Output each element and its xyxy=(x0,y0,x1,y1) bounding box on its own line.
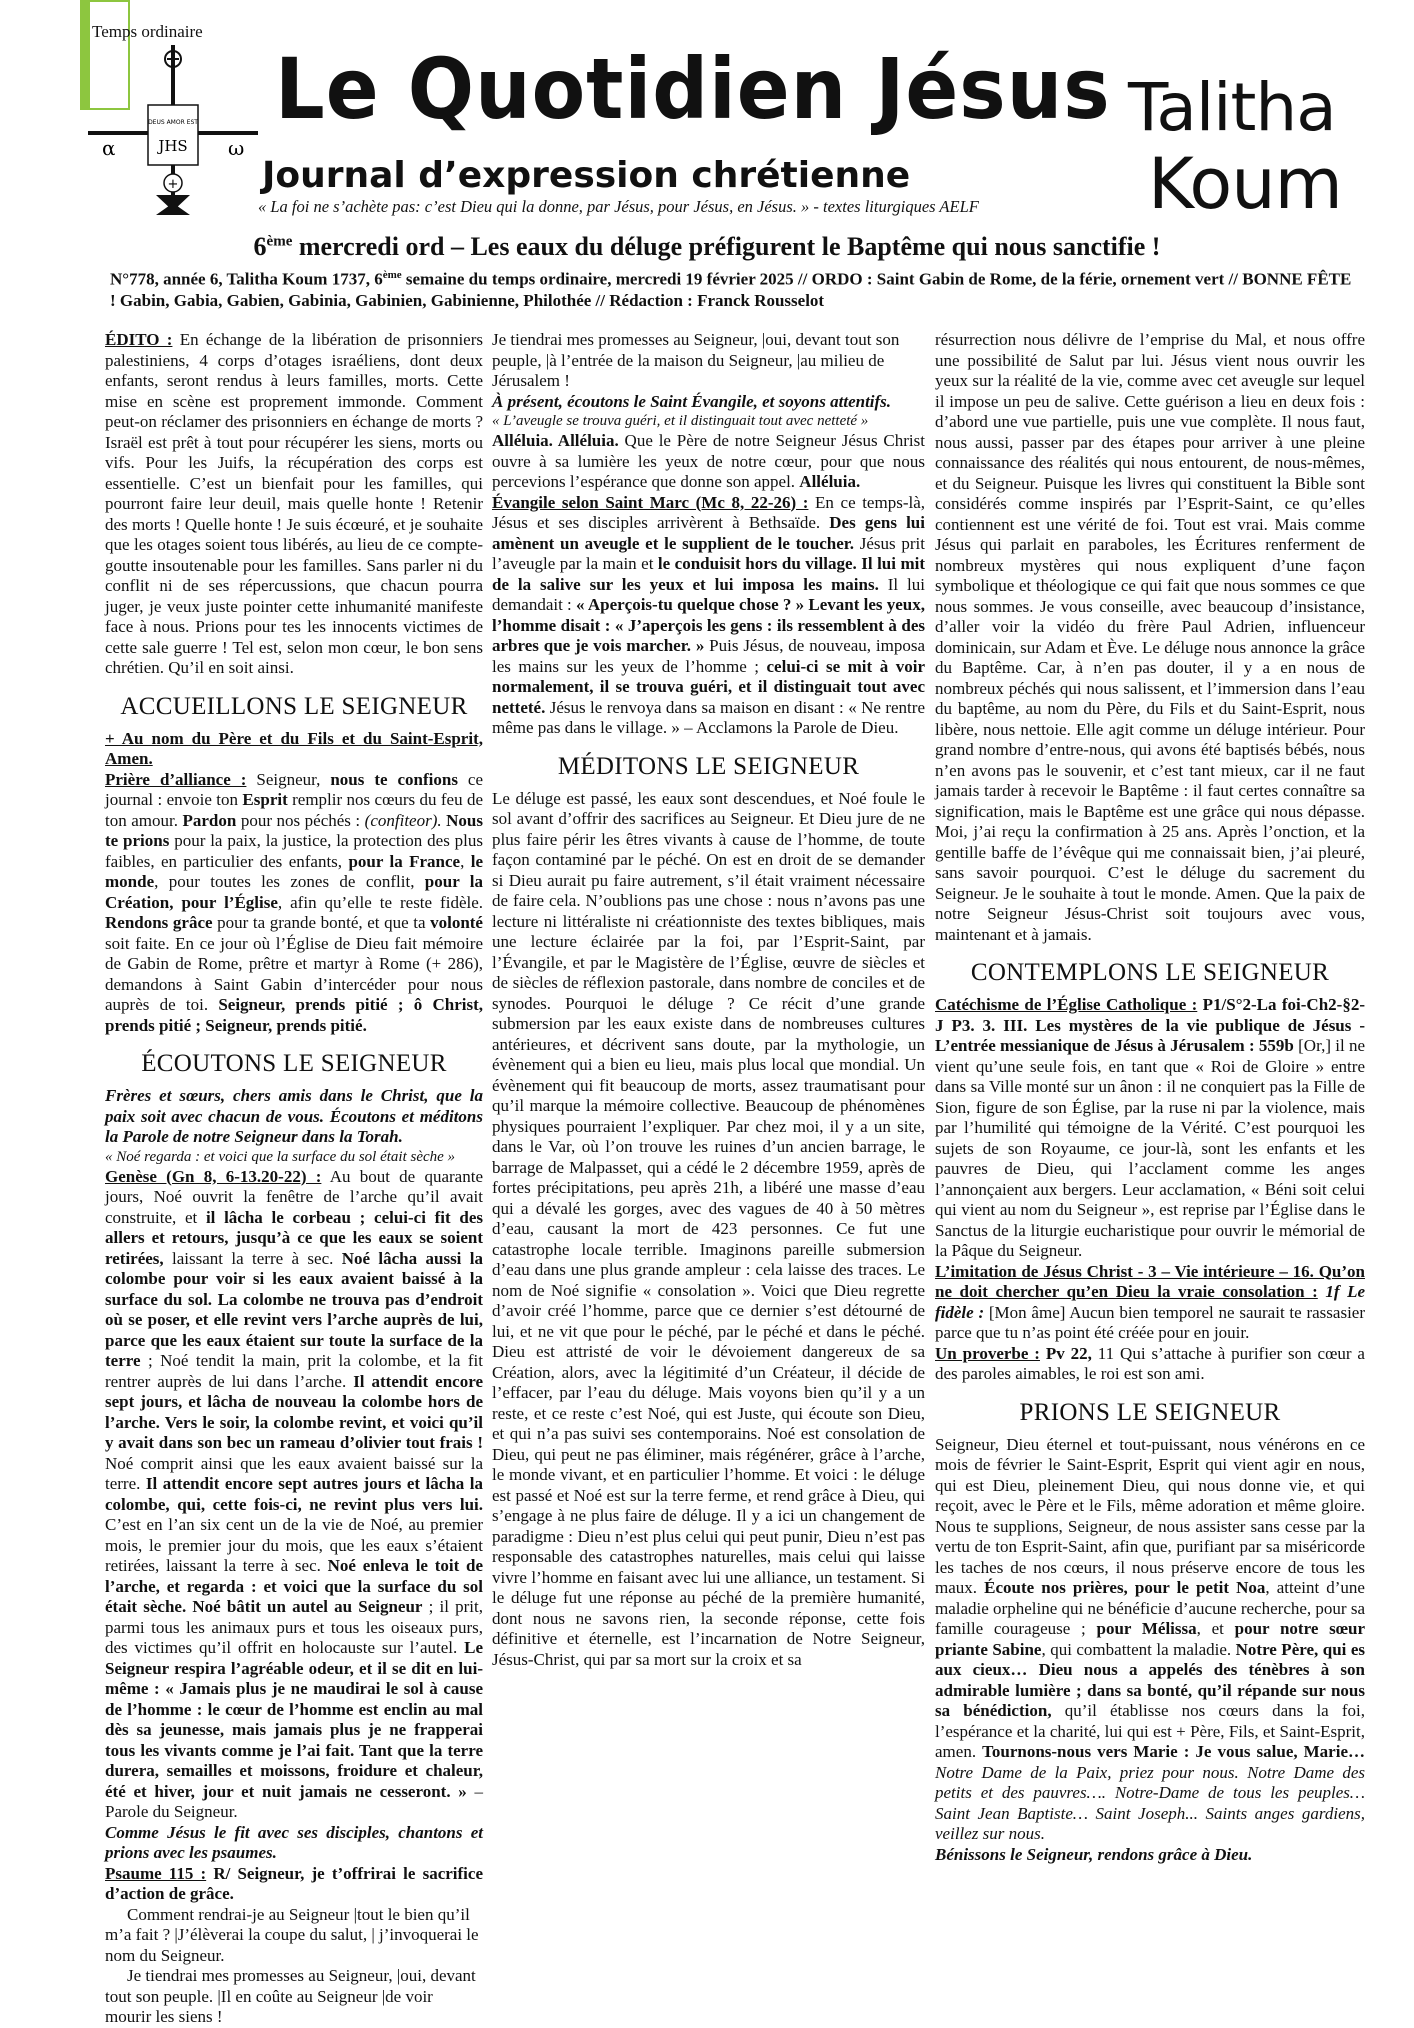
column-1 xyxy=(105,330,484,2026)
section-title-ecoutons: ÉCOUTONS LE SEIGNEUR xyxy=(141,1050,447,1077)
column-2 xyxy=(492,330,925,1990)
ecoutons-intro: Frères et sœurs, chers amis dans le Christ, que la paix soit avec chacun de vous. Écoutons et méditons la Parole de notre Seigneur dans la Torah. xyxy=(105,1086,483,1146)
section-title-contemplons: CONTEMPLONS LE SEIGNEUR xyxy=(970,959,1330,986)
emblem-monogram: JHS xyxy=(158,137,188,155)
evangile-intro: À présent, écoutons le Saint Évangile, et soyons attentifs. xyxy=(492,391,892,411)
logo-line-1: Talitha xyxy=(1128,69,1336,146)
section-title-accueillons: ACCUEILLONS LE SEIGNEUR xyxy=(120,692,468,720)
psaume-refrain: Psaume 115 : R/ Seigneur, je t’offrirai le sacrifice d’action de grâce. xyxy=(105,1863,483,1903)
imitation: L’imitation de Jésus Christ - 3 – Vie intérieure – 16. Qu’on ne doit chercher qu’en Dieu la vraie consolation : 1f Le fidèle : [Mon âme] Aucun bien temporel ne saurait te rassasier parce que tu n’as point été créée pour en jouir. xyxy=(935,1261,1366,1342)
edito: ÉDITO : En échange de la libération de prisonniers palestiniens, 4 corps d’otages israéliens, dont deux enfants, seront rendus à leurs familles, morts. Cette mise en scène est proprement immonde. Comment peut-on réclamer des prisonniers en échange de morts ? Israël est prêt à tout pour récupérer les siens, morts ou vifs. Pour les Juifs, la récupération des corps est essentielle. C’est un bienfait pour les familles, qui pourront faire leur deuil, mais quelle honte ! Retenir des morts ! Quelle honte ! Je suis écœuré, et je souhaite que les otages soient tous libérés, au lieu de ce compte-goutte insoutenable pour les familles. Sans parler ni du conflit ni de ses répercussions, que chacun pourra juger, je veux juste pointer cette inhumanité manifeste face à nous. Prions pour tes les innocents victimes de cette sale guerre ! Tel est, selon mon cœur, le bon sens chrétien. Qu’il en soit ainsi. xyxy=(105,330,483,677)
cross-emblem-icon xyxy=(78,45,268,215)
prayer-text: Seigneur, Dieu éternel et tout-puissant, nous vénérons en ce mois de février le Saint-Esprit, Esprit qui vient agir en nous, qui est Dieu, pleinement Dieu, qui nous donne vie, et qui reçoit, avec le Père et le Fils, même adoration et même gloire. Nous te supplions, Seigneur, de nous assister sans cesse par la vertu de ton Esprit-Saint, afin que, purifiant par sa miséricorde les taches de nos cœurs, il nous préserve encore de tous les maux. Écoute nos prières, pour le petit Noa, atteint d’une maladie orpheline qui ne bénéficie d’aucune recherche, pour sa famille courageuse ; pour Mélissa, et pour notre sœur priante Sabine, qui combattent la maladie. Notre Père, qui es aux cieux… Dieu nous a appelés des ténèbres à son admirable lumière ; dans sa bonté, qu’il répande sur nous sa bénédiction, qu’il établisse nos cœurs dans la foi, l’espérance et la charité, lui qui est + Père, Fils, et Saint-Esprit, amen. Tournons-nous vers Marie : Je vous salue, Marie… Notre Dame de la Paix, priez pour nous. Notre Dame des petits et des pauvres…. Notre-Dame de tous les peuples… Saint Jean Baptiste… Saint Joseph... Saints anges gardiens, veillez sur nous. xyxy=(935,1434,1365,1843)
sign-of-cross: + Au nom du Père et du Fils et du Saint-Esprit, Amen. xyxy=(105,728,483,768)
psaume-verse-1: Comment rendrai-je au Seigneur |tout le bien qu’il m’a fait ? |J’élèverai la coupe du salut, | j’invoquerai le nom du Seigneur. xyxy=(105,1904,479,1965)
masthead-quote: « La foi ne s’achète pas: c’est Dieu qui la donne, par Jésus, pour Jésus, en Jésus. » - textes liturgiques AELF xyxy=(258,197,979,216)
emblem-plus: + xyxy=(167,177,179,192)
evangile-quote: « L’aveugle se trouva guéri, et il distinguait tout avec netteté » xyxy=(492,413,869,429)
masthead-subtitle: Journal d’expression chrétienne xyxy=(262,155,911,196)
season-label: Temps ordinaire xyxy=(92,22,203,41)
logo-line-2: Koum xyxy=(1148,143,1342,225)
masthead-title: Le Quotidien Jésus xyxy=(275,41,1111,139)
closing-blessing: Bénissons le Seigneur, rendons grâce à Dieu. xyxy=(935,1844,1253,1864)
emblem-omega: ω xyxy=(228,136,245,160)
emblem-alpha: α xyxy=(102,136,116,160)
issue-meta: N°778, année 6, Talitha Koum 1737, 6ème semaine du temps ordinaire, mercredi 19 février 2025 // ORDO : Saint Gabin de Rome, de la férie, ornement vert // BONNE FÊTE ! Gabin, Gabia, Gabien, Gabinia, Gabinien, Gabinienne, Philothée // Rédaction : Franck Rousselot xyxy=(110,269,1352,310)
headline: 6ème mercredi ord – Les eaux du déluge préfigurent le Baptême qui nous sanctifie ! xyxy=(253,232,1161,261)
psaume-verse-2: Je tiendrai mes promesses au Seigneur, |oui, devant tout son peuple. |Il en coûte au Seigneur |de voir mourir les siens ! xyxy=(105,1966,476,2026)
talitha-koum-logo xyxy=(1120,62,1370,225)
meditation-continued: résurrection nous délivre de l’emprise du Mal, et nous offre une possibilité de Salut par lui. Jésus vient nous ouvrir les yeux sur la réalité de la vie, comme avec cet aveugle sur lequel il impose un peu de salive. Cette guérison a lieu en deux fois : d’abord une vue partielle, puis une vue complète. Il nous faut, nous aussi, passer par des étapes pour arriver à une pleine connaissance des réalités qui nous entourent, de nous-mêmes, et du Seigneur. Puisque les livres qui constituent la Bible sont considérés comme inspirés par l’Esprit-Saint, ce qu’elles contiennent est une vérité de foi. Tout est vrai. Mais comme Jésus qui parlait en paraboles, les Écritures renferment de nombreux mystères qui nous expliquent d’une façon symbolique et théologique ce qui fait que nous sommes ce que nous sommes. Je vous conseille, avec beaucoup d’insistance, d’aller voir la vidéo du frère Paul Adrien, influenceur dominicain, sur Adam et Ève. Le déluge nous annonce la grâce du Baptême. Car, à n’en pas douter, il y a en nous de nombreux péchés qui nous salissent, et l’immersion dans l’eau du baptême, au nom du Père, du Fils et du Saint-Esprit, nous libère, nous nettoie. Elle agit comme un déluge intérieur. Pour grand nombre d’entre-nous, qui avons été baptisés bébés, nous n’en avons pas le souvenir, et c’est tant mieux, car il ne faut jamais tarder à recevoir le Baptême : il faut certes connaître sa signification, mais le Baptême est une grâce qui nous dépasse. Moi, j’ai reçu la confirmation à 25 ans. Après l’onction, et la gentille baffe de l’évêque qui me connaissait bien, j’ai pleuré, sans savoir pourquoi. C’est le déluge du sacrement du Seigneur. Je le souhaite à tout le monde. Amen. Que la paix de notre Seigneur Jésus-Christ soit toujours avec vous, maintenant et à jamais. xyxy=(935,330,1365,944)
alliance-prayer: Prière d’alliance : Seigneur, nous te confions ce journal : envoie ton Esprit remplir nos cœurs du feu de ton amour. Pardon pour nos péchés : (confiteor). Nous te prions pour la paix, la justice, la protection des plus faibles, en particulier des enfants, pour la France, le monde, pour toutes les zones de conflit, pour la Création, pour l’Église, afin qu’elle te reste fidèle. Rendons grâce pour ta grande bonté, et que ta volonté soit faite. En ce jour où l’Église de Dieu fait mémoire de Gabin de Rome, prêtre et martyr à Rome (+ 286), demandons à Saint Gabin d’intercéder pour nous auprès de toi. Seigneur, prends pitié ; ô Christ, prends pitié ; Seigneur, prends pitié. xyxy=(105,769,484,1035)
psalm-intro: Comme Jésus le fit avec ses disciples, chantons et prions avec les psaumes. xyxy=(105,1822,483,1862)
genese-reading: Genèse (Gn 8, 6-13.20-22) : Au bout de quarante jours, Noé ouvrit la fenêtre de l’arche qu’il avait construite, et il lâcha le corbeau ; celui-ci fit des allers et retours, jusqu’à ce que les eaux se soient retirées, laissant la terre à sec. Noé lâcha aussi la colombe pour voir si les eaux avaient baissé à la surface du sol. La colombe ne trouva pas d’endroit où se poser, et elle revint vers l’arche auprès de lui, parce que les eaux étaient sur toute la surface de la terre ; Noé tendit la main, prit la colombe, et la fit rentrer auprès de lui dans l’arche. Il attendit encore sept jours, et lâcha de nouveau la colombe hors de l’arche. Vers le soir, la colombe revint, et voici qu’il y avait dans son bec un rameau d’olivier tout frais ! Noé comprit ainsi que les eaux avaient baissé sur la terre. Il attendit encore sept autres jours et lâcha la colombe, qui, cette fois-ci, ne revint plus vers lui. C’est en l’an six cent un de la vie de Noé, au premier mois, le premier jour du mois, que les eaux s’étaient retirées, laissant la terre à sec. Noé enleva le toit de l’arche, et regarda : et voici que la surface du sol était sèche. Noé bâtit un autel au Seigneur ; il prit, parmi tous les animaux purs et tous les oiseaux purs, des victimes qu’il offrit en holocauste sur l’autel. Le Seigneur respira l’agréable odeur, et il se dit en lui-même : « Jamais plus je ne maudirai le sol à cause de l’homme : le cœur de l’homme est enclin au mal dès sa jeunesse, mais jamais plus je ne frapperai tous les vivants comme je l’ai fait. Tant que la terre durera, semailles et moissons, froidure et chaleur, été et hiver, jour et nuit jamais ne cesseront. » – Parole du Seigneur. xyxy=(105,1166,484,1821)
proverbe: Un proverbe : Pv 22, 11 Qui s’attache à purifier son cœur a des paroles aimables, le roi est son ami. xyxy=(935,1343,1365,1383)
psaume-verse-3: Je tiendrai mes promesses au Seigneur, |oui, devant tout son peuple, |à l’entrée de la maison du Seigneur, |au milieu de Jérusalem ! xyxy=(492,330,900,390)
catechisme: Catéchisme de l’Église Catholique : P1/S°2-La foi-Ch2-§2-J P3. 3. III. Les mystères de la vie publique de Jésus - L’entrée messianique de Jésus à Jérusalem : 559b [Or,] il ne vient qu’une seule fois, en tant que « Roi de Gloire » entre dans sa Ville monté sur un ânon : il ne conquiert pas la Fille de Sion, figure de son Église, par la ruse ni par la violence, mais par l’humilité qui témoigne de la Vérité. C’est pourquoi les sujets de son Royaume, ce jour-là, sont les enfants et les pauvres de Dieu, qui l’acclament comme les anges l’annonçaient aux bergers. Leur acclamation, « Béni soit celui qui vient au nom du Seigneur », est reprise par l’Église dans le Sanctus de la liturgie eucharistique pour ouvrir le mémorial de la Pâque du Seigneur. xyxy=(935,995,1366,1260)
alleluia: Alléluia. Alléluia. Que le Père de notre Seigneur Jésus Christ ouvre à sa lumière les yeux de notre cœur, pour que nous percevions l’espérance que donne son appel. Alléluia. xyxy=(492,431,925,491)
meditation-text: Le déluge est passé, les eaux sont descendues, et Noé foule le sol avant d’offrir des sacrifices au Seigneur. Et Dieu jure de ne plus faire périr les êtres vivants à cause de l’homme, de toute façon contaminé par le péché. On est en droit de se demander si Dieu aurait pu faire autrement, s’il était vraiment nécessaire de faire cela. N’oublions pas une chose : nous n’avons pas une lecture ni littéraliste ni créationniste des textes bibliques, mais une lecture éclairée par la foi, par l’Esprit-Saint, par l’Évangile, et par le Magistère de l’Église, œuvre de siècles et de siècles de réflexion pastorale, dans nombre de conciles et de synodes. Pourquoi le déluge ? Ce récit d’une grande submersion par les eaux existe dans de nombreuses cultures antérieures, et décrivent sans doute, par la mythologie, un évènement qui a bien eu lieu, mais plus local que mondial. Un évènement qui fit beaucoup de morts, assez traumatisant pour qu’il marque la mémoire collective. Beaucoup de phénomènes physiques pourraient l’expliquer. Par chez moi, il y a un site, dans le Var, où l’on trouve les ruines d’un ancien barrage, le barrage de Malpasset, qui a cédé le 2 décembre 1959, après de fortes précipitations, peu après 21h, a libéré une masse d’eau qui a dévalé les gorges, avec des vagues de 40 à 50 mètres d’eau, causant la mort de 423 personnes. Ce fut une catastrophe locale terrible. Imaginons pareille submersion d’eau dans une plus grande ampleur : cela laisse des traces. Le nom de Noé signifie « consolation ». Voici que Dieu regrette d’avoir créé l’homme, parce que ce dernier s’est détourné de lui, et ne vit que pour le péché, par le péché et dans le péché. Dieu est attristé de voir le dévoiement dangereux de sa Création, alors, avec la légitimité d’un Créateur, il décide de l’effacer, par l’eau du déluge. Mais voyons bien qu’il y a un reste, et ce reste c’est Noé, qui est Juste, qui écoute son Dieu, et qui n’a pas suivi ses contemporains. Noé est consolation de Dieu, qui peut ne pas éliminer, mais régénérer, grâce à l’arche, le monde vivant, et en particulier l’homme. Et voici : le déluge est passé et Noé est sur la terre ferme, et rend grâce à Dieu, qui s’engage à ne plus faire de déluge. Il y a ici un changement de paradigme : Dieu n’est plus celui qui peut punir, Dieu n’est pas responsable des catastrophes naturelles, mais celui qui laisse vivre l’homme en faisant avec lui une alliance, un testament. Si le déluge fut une réponse au péché de la première humanité, dont nous ne savons rien, la seconde réponse, cette fois définitive et éternelle, est l’incarnation de Notre Seigneur, Jésus-Christ, qui par sa mort sur la croix et sa xyxy=(492,788,925,1669)
genese-quote: « Noé regarda : et voici que la surface du sol était sèche » xyxy=(105,1148,456,1165)
emblem-motto: DEUS AMOR EST xyxy=(148,119,198,126)
section-title-prions: PRIONS LE SEIGNEUR xyxy=(1019,1398,1281,1426)
evangile-reading: Évangile selon Saint Marc (Mc 8, 22-26) : En ce temps-là, Jésus et ses disciples arrivèrent à Bethsaïde. Des gens lui amènent un aveugle et le supplient de le toucher. Jésus prit l’aveugle par la main et le conduisit hors du village. Il lui mit de la salive sur les yeux et lui imposa les mains. Il lui demandait : « Aperçois-tu quelque chose ? » Levant les yeux, l’homme disait : « J’aperçois les gens : ils ressemblent à des arbres que je vois marcher. » Puis Jésus, de nouveau, imposa les mains sur les yeux de l’homme ; celui-ci se mit à voir normalement, il se trouva guéri, et il distinguait tout avec netteté. Jésus le renvoya dans sa maison en disant : « Ne rentre même pas dans le village. » – Acclamons la Parole de Dieu. xyxy=(492,492,926,737)
section-title-meditons: MÉDITONS LE SEIGNEUR xyxy=(557,752,860,780)
column-3 xyxy=(935,330,1365,1990)
